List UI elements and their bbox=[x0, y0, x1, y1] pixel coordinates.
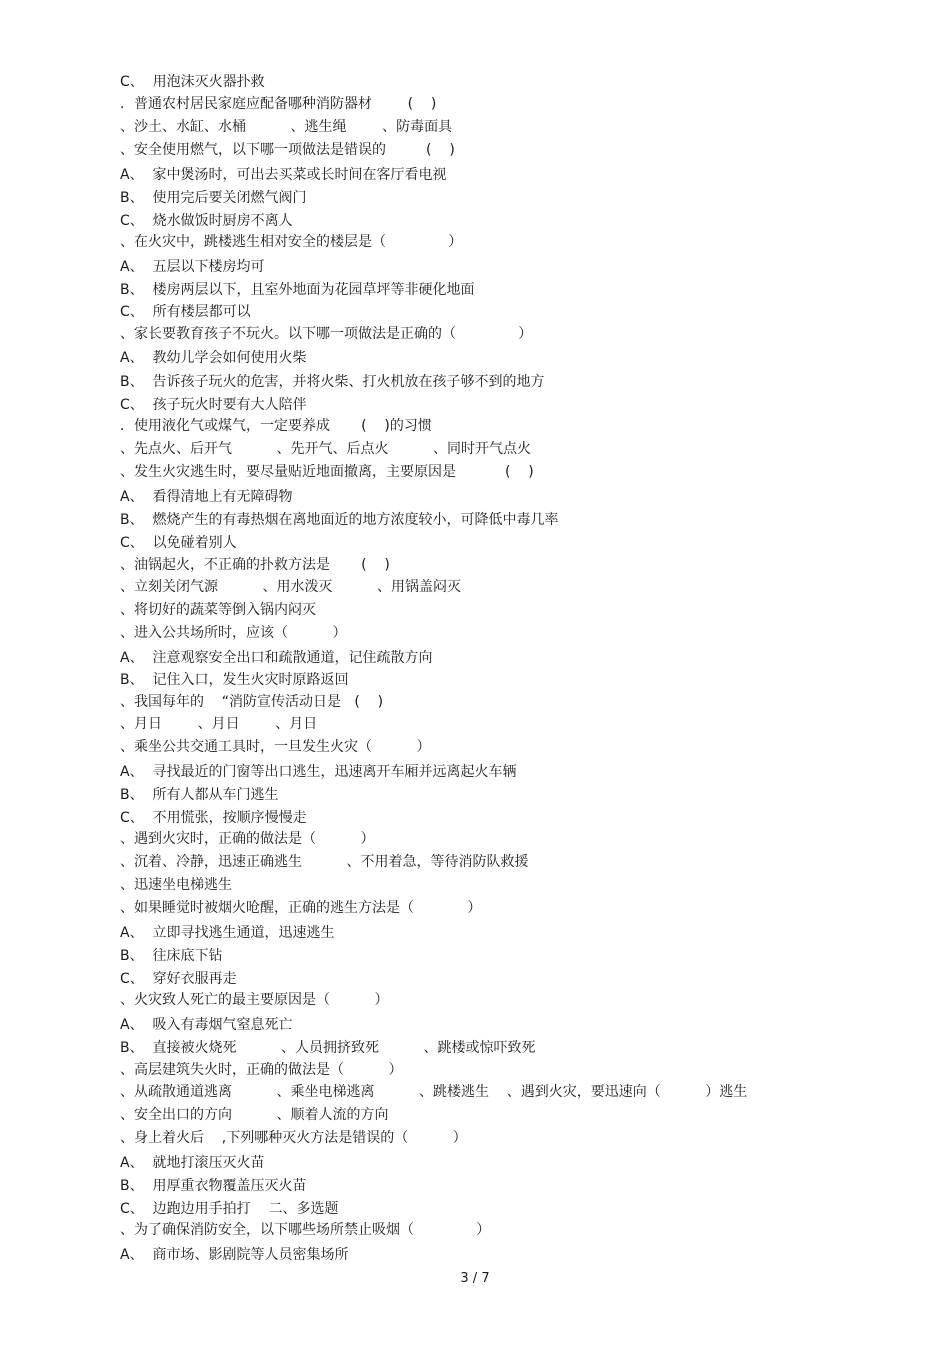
text-line: A、 家中煲汤时，可出去买菜或长时间在客厅看电视 bbox=[120, 167, 447, 183]
text-line: C、 以免碰着别人 bbox=[120, 535, 237, 551]
text-line: A、 就地打滚压灭火苗 bbox=[120, 1155, 265, 1171]
text-line: B、 用厚重衣物覆盖压灭火苗 bbox=[120, 1178, 307, 1194]
text-line: 、遇到火灾时，正确的做法是（ ） bbox=[120, 831, 375, 847]
text-line: 、立刻关闭气源 、用水泼灭 、用锅盖闷灭 bbox=[120, 579, 462, 595]
text-line: 、乘坐公共交通工具时，一旦发生火灾（ ） bbox=[120, 739, 431, 755]
text-line: 、沙土、水缸、水桶 、逃生绳 、防毒面具 bbox=[120, 119, 453, 135]
text-line: A、 寻找最近的门窗等出口逃生，迅速离开车厢并远离起火车辆 bbox=[120, 764, 517, 780]
text-line: 、家长要教育孩子不玩火。以下哪一项做法是正确的（ ） bbox=[120, 326, 533, 342]
text-line: C、 所有楼层都可以 bbox=[120, 304, 251, 320]
text-line: 、月日 、月日 、月日 bbox=[120, 716, 318, 732]
text-line: 、将切好的蔬菜等倒入锅内闷灭 bbox=[120, 602, 316, 618]
text-line: 、我国每年的 “消防宣传活动日是 ( ) bbox=[120, 694, 384, 710]
text-line: C、 用泡沫灭火器扑救 bbox=[120, 74, 265, 90]
page-number: 3 / 7 bbox=[460, 1271, 490, 1286]
text-line: A、 立即寻找逃生通道，迅速逃生 bbox=[120, 925, 335, 941]
text-line: C、 不用慌张，按顺序慢慢走 bbox=[120, 810, 307, 826]
text-line: C、 孩子玩火时要有大人陪伴 bbox=[120, 397, 307, 413]
text-line: 、发生火灾逃生时，要尽量贴近地面撤离，主要原因是 ( ) bbox=[120, 464, 534, 480]
text-line: 、身上着火后 ,下列哪种灭火方法是错误的（ ） bbox=[120, 1130, 467, 1146]
text-line: 、从疏散通道逃离 、乘坐电梯逃离 、跳楼逃生 、遇到火灾，要迅速向（ ）逃生 bbox=[120, 1084, 748, 1100]
text-line: ．普通农村居民家庭应配备哪种消防器材 ( ) bbox=[120, 96, 437, 112]
text-line: 、油锅起火，不正确的扑救方法是 ( ) bbox=[120, 557, 390, 573]
text-line: 、火灾致人死亡的最主要原因是（ ） bbox=[120, 992, 389, 1008]
text-line: 、高层建筑失火时，正确的做法是（ ） bbox=[120, 1062, 403, 1078]
text-line: A、 看得清地上有无障碍物 bbox=[120, 489, 293, 505]
text-line: B、 直接被火烧死 、人员拥挤致死 、跳楼或惊吓致死 bbox=[120, 1040, 536, 1056]
text-line: B、 楼房两层以下，且室外地面为花园草坪等非硬化地面 bbox=[120, 282, 475, 298]
text-line: ．使用液化气或煤气，一定要养成 ( )的习惯 bbox=[120, 418, 432, 434]
text-line: C、 穿好衣服再走 bbox=[120, 971, 237, 987]
text-line: 、进入公共场所时，应该（ ） bbox=[120, 625, 347, 641]
text-line: A、 商市场、影剧院等人员密集场所 bbox=[120, 1247, 349, 1263]
text-line: 、沉着、冷静，迅速正确逃生 、不用着急，等待消防队救援 bbox=[120, 854, 529, 870]
text-line: 、迅速坐电梯逃生 bbox=[120, 877, 232, 893]
text-line: B、 往床底下钻 bbox=[120, 948, 223, 964]
text-line: A、 教幼儿学会如何使用火柴 bbox=[120, 350, 307, 366]
text-line: A、 吸入有毒烟气窒息死亡 bbox=[120, 1017, 293, 1033]
text-line: 、为了确保消防安全，以下哪些场所禁止吸烟（ ） bbox=[120, 1222, 491, 1238]
text-line: B、 燃烧产生的有毒热烟在离地面近的地方浓度较小，可降低中毒几率 bbox=[120, 512, 559, 528]
text-line: 、安全使用燃气，以下哪一项做法是错误的 ( ) bbox=[120, 142, 455, 158]
text-line: 、安全出口的方向 、顺着人流的方向 bbox=[120, 1107, 389, 1123]
text-line: A、 注意观察安全出口和疏散通道，记住疏散方向 bbox=[120, 650, 433, 666]
text-line: 、如果睡觉时被烟火呛醒，正确的逃生方法是（ ） bbox=[120, 900, 482, 916]
text-line: 、在火灾中，跳楼逃生相对安全的楼层是（ ） bbox=[120, 234, 463, 250]
text-line: A、 五层以下楼房均可 bbox=[120, 259, 265, 275]
text-line: B、 告诉孩子玩火的危害，并将火柴、打火机放在孩子够不到的地方 bbox=[120, 374, 545, 390]
text-line: C、 烧水做饭时厨房不离人 bbox=[120, 213, 293, 229]
text-line: C、 边跑边用手拍打 二、多选题 bbox=[120, 1201, 339, 1217]
text-line: B、 记住入口，发生火灾时原路返回 bbox=[120, 672, 349, 688]
text-line: 、先点火、后开气 、先开气、后点火 、同时开气点火 bbox=[120, 441, 532, 457]
text-line: B、 所有人都从车门逃生 bbox=[120, 787, 279, 803]
text-line: B、 使用完后要关闭燃气阀门 bbox=[120, 190, 307, 206]
